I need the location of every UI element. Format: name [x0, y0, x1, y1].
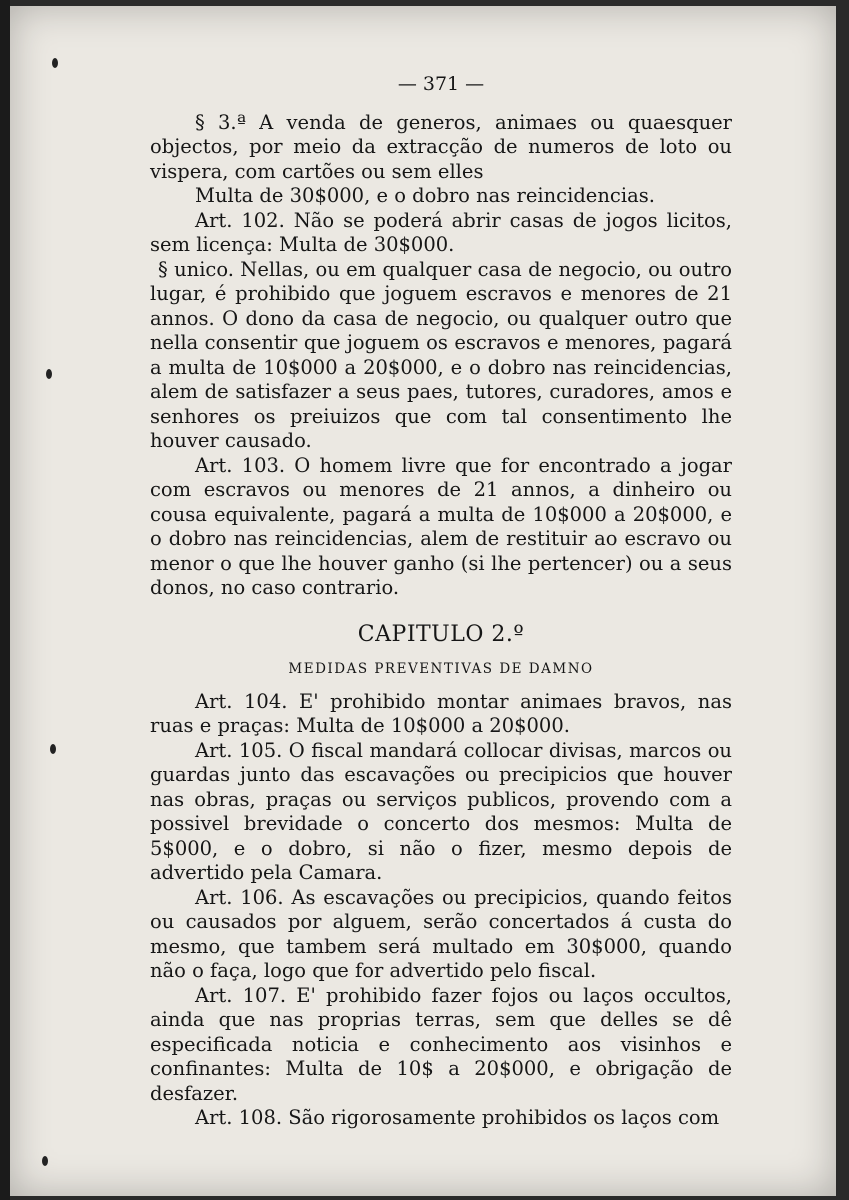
chapter-subtitle: MEDIDAS PREVENTIVAS DE DAMNO [288, 661, 594, 677]
paragraph: Art. 105. O fiscal mandará collocar divisas, marcos ou guardas junto das escavações ou precipicios que houver nas obras, praças ou serviços publicos, provendo com a possivel brevidade o concerto dos mesmos: Multa de 5$000, e o dobro, si não o fizer, mesmo depois de advertido pela Camara. [150, 738, 732, 884]
ink-spot [50, 744, 56, 754]
ink-spot [42, 1156, 48, 1166]
paragraph: Art. 102. Não se poderá abrir casas de jogos licitos, sem licença: Multa de 30$000. [150, 208, 732, 256]
document-text [150, 72, 732, 1131]
paragraph: Art. 106. As escavações ou precipicios, quando feitos ou causados por alguem, serão concertados á custa do mesmo, que tambem será multado em 30$000, quando não o faça, logo que for advertido pelo fiscal. [150, 885, 732, 982]
paragraph: Multa de 30$000, e o dobro nas reincidencias. [195, 184, 655, 207]
paragraph: Art. 103. O homem livre que for encontrado a jogar com escravos ou menores de 21 annos, a dinheiro ou cousa equivalente, pagará a multa de 10$000 a 20$000, e o dobro nas reincidencias, alem de restituir ao escravo ou menor o que lhe houver ganho (si lhe pertencer) ou a seus donos, no caso contrario. [150, 453, 732, 599]
scan-left-edge [0, 0, 10, 1200]
paragraph: § 3.ª A venda de generos, animaes ou quaesquer objectos, por meio da extracção de numeros de loto ou vispera, com cartões ou sem elles [150, 110, 732, 183]
ink-spot [52, 58, 58, 68]
page-number: — 371 — [397, 73, 485, 95]
paragraph: Art. 108. São rigorosamente prohibidos os laços com [195, 1106, 720, 1129]
paragraph: § unico. Nellas, ou em qualquer casa de negocio, ou outro lugar, é prohibido que joguem escravos e menores de 21 annos. O dono da casa de negocio, ou qualquer outro que nella consentir que joguem os escravos e menores, pagará a multa de 10$000 a 20$000, e o dobro nas reincidencias, alem de satisfazer a seus paes, tutores, curadores, amos e senhores os preiuizos que com tal consentimento lhe houver causado. [150, 257, 732, 452]
paragraph: Art. 107. E' prohibido fazer fojos ou laços occultos, ainda que nas proprias terras, sem que delles se dê especificada noticia e conhecimento aos visinhos e confinantes: Multa de 10$ a 20$000, e obrigação de desfazer. [150, 983, 732, 1105]
chapter-title: CAPITULO 2.º [357, 621, 525, 647]
ink-spot [46, 369, 52, 379]
paragraph: Art. 104. E' prohibido montar animaes bravos, nas ruas e praças: Multa de 10$000 a 20$000. [150, 689, 732, 737]
